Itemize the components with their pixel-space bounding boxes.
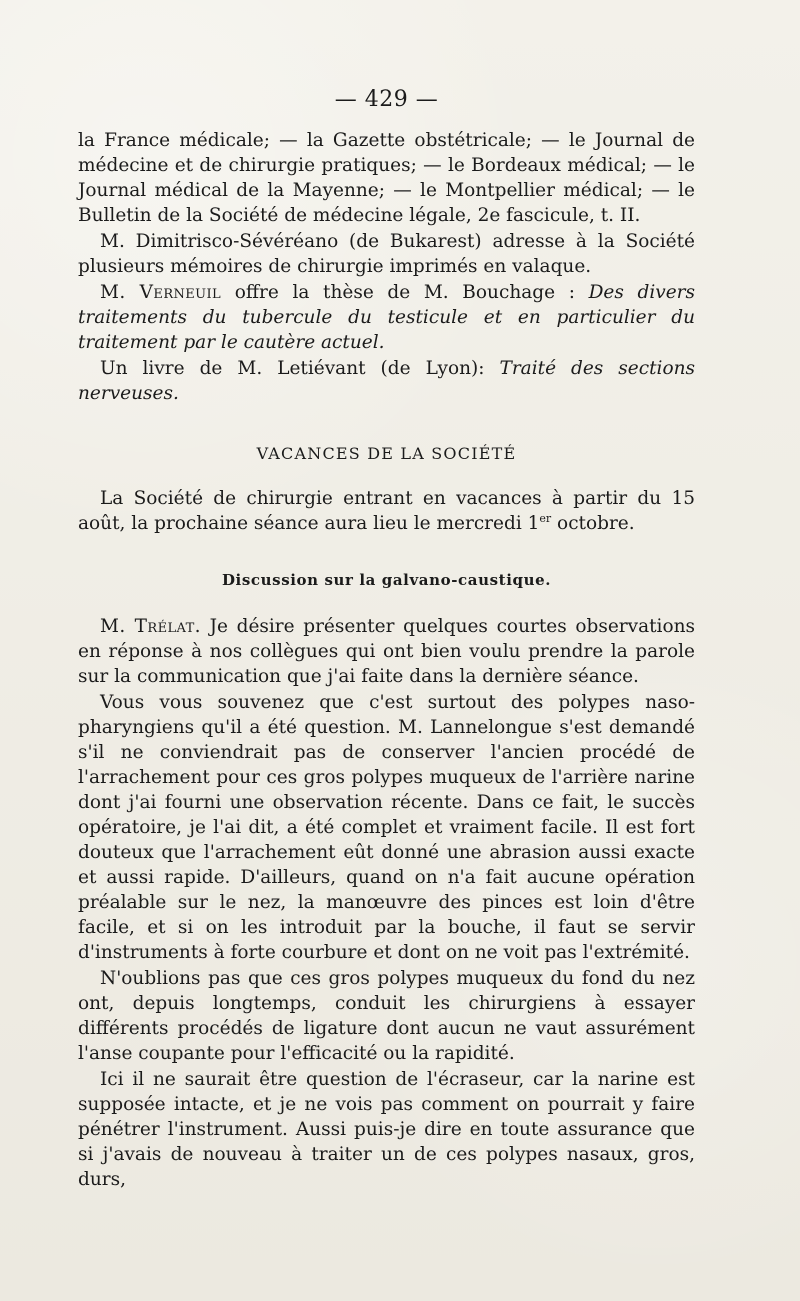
vacances-text-before-sup: La Société de chirurgie entrant en vacances à partir du 15 août, la prochaine séance aura lieu le mercredi 1	[78, 488, 695, 534]
paragraph-ecraseur: Ici il ne saurait être question de l'écraseur, car la narine est supposée intacte, et je ne vois pas comment on pourrait y faire pénétrer l'instrument. Aussi puis-je dire en toute assurance que si j'avais de nouveau à traiter un de ces polypes nasaux, gros, durs,	[78, 1069, 695, 1190]
paragraph-ligature: N'oublions pas que ces gros polypes muqueux du fond du nez ont, depuis longtemps, conduit les chirurgiens à essayer différents procédés de ligature dont aucun ne vaut assurément l'anse coupante pour l'efficacité ou la rapidité.	[78, 968, 695, 1064]
section-heading-discussion: Discussion sur la galvano-caustique.	[221, 571, 552, 589]
speaker-trelat: M. Trélat.	[100, 616, 201, 637]
paragraph-vacances	[78, 486, 695, 536]
paragraph-dimitrisco: M. Dimitrisco-Sévéréano (de Bukarest) adresse à la Société plusieurs mémoires de chirurgie imprimés en valaque.	[78, 231, 695, 277]
paragraph-journals: la France médicale; — la Gazette obstétricale; — le Journal de médecine et de chirurgie pratiques; — le Bordeaux médical; — le Journal médical de la Mayenne; — le Montpellier médical; — le Bulletin de la Société de médecine légale, 2e fascicule, t. II.	[78, 130, 695, 226]
paragraph-trelat-intro	[78, 614, 695, 689]
vacances-text-after-sup: octobre.	[551, 513, 635, 534]
page-content	[78, 88, 695, 1192]
paragraph-polypes: Vous vous souvenez que c'est surtout des polypes naso-pharyngiens qu'il a été question. M. Lannelongue s'est demandé s'il ne conviendrait pas de conserver l'ancien procédé de l'arrachement pour ces gros polypes muqueux de l'arrière narine dont j'ai fourni une observation récente. Dans ce fait, le succès opératoire, je l'ai dit, a été complet et vraiment facile. Il est fort douteux que l'arrachement eût donné une abrasion aussi exacte et aussi rapide. D'ailleurs, quand on n'a fait aucune opération préalable sur le nez, la manœuvre des pinces est loin d'être facile, et si on les introduit par la bouche, il faut se servir d'instruments à forte courbure et dont on ne voit pas l'extrémité.	[78, 692, 695, 963]
verneuil-thesis-title: Des divers traitements du tubercule du testicule et en particulier du traitement par le cautère actuel.	[78, 282, 695, 353]
letievant-title: Traité des sections nerveuses.	[78, 358, 695, 404]
speaker-verneuil: M. Verneuil	[100, 282, 222, 303]
vacances-superscript: er	[539, 511, 552, 525]
trelat-intro-text: Je désire présenter quelques courtes observations en réponse à nos collègues qui ont bien voulu prendre la parole sur la communication que j'ai faite dans la dernière séance.	[78, 616, 695, 687]
page-number: — 429 —	[334, 87, 439, 112]
paragraph-verneuil	[78, 280, 695, 355]
verneuil-text: offre la thèse de M. Bouchage :	[221, 282, 589, 303]
section-heading-vacances: VACANCES DE LA SOCIÉTÉ	[256, 444, 517, 463]
paragraph-letievant	[78, 356, 695, 406]
letievant-text: Un livre de M. Letiévant (de Lyon):	[100, 358, 500, 379]
